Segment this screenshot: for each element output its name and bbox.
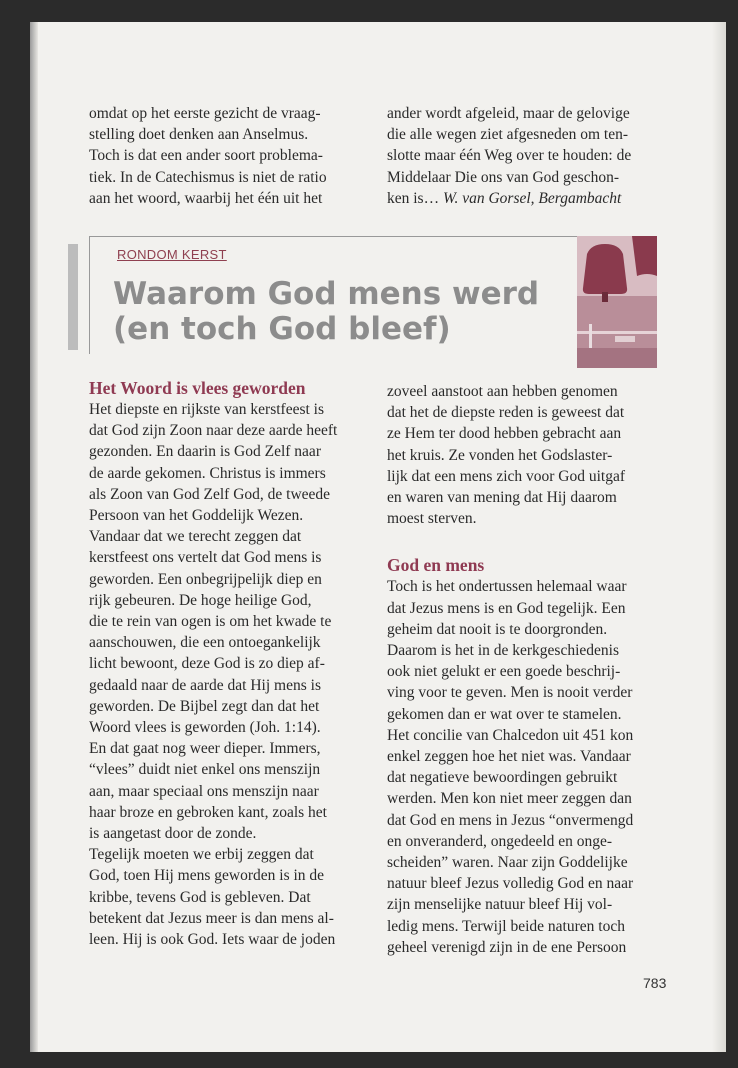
text-line: stelling doet denken aan Anselmus.	[89, 126, 309, 144]
paragraph-gap	[387, 529, 657, 554]
article-headline	[113, 277, 583, 347]
banner-gray-bar	[68, 244, 78, 350]
text-line: tiek. In de Catechismus is niet de ratio	[89, 168, 327, 186]
text-line: enkel zeggen hoe het niet was. Vandaar	[387, 748, 631, 766]
text-line: zoveel aanstoot aan hebben genomen	[387, 383, 618, 400]
text-line: werden. Men kon niet meer zeggen dan	[387, 790, 632, 808]
text-line: rijk gebeuren. De hoge heilige God,	[89, 591, 312, 609]
banner-rule-left	[89, 236, 90, 354]
text-line: het kruis. Ze vonden het Godslaster-	[387, 446, 613, 464]
text-line: en onveranderd, ongedeeld en onge-	[387, 832, 613, 850]
text-line: Vandaar dat we terecht zeggen dat	[89, 528, 302, 546]
text-line: Tegelijk moeten we erbij zeggen dat	[89, 846, 314, 864]
text-line: slotte maar één Weg over te houden: de	[387, 147, 632, 165]
headline-line-2: (en toch God bleef)	[113, 311, 451, 347]
text-line: Woord vlees is geworden (Joh. 1:14).	[89, 719, 321, 737]
text-line: gezonden. En daarin is God Zelf naar	[89, 443, 321, 461]
text-line: lijk dat een mens zich voor God uitgaf	[387, 467, 626, 485]
text-line: God, toen Hij mens geworden is in de	[89, 867, 325, 885]
text-line: leen. Hij is ook God. Iets waar de joden	[89, 931, 336, 949]
top-left-column	[89, 103, 359, 209]
text-line: “vlees” duidt niet enkel ons menszijn	[89, 761, 321, 779]
text-line: dat God zijn Zoon naar deze aarde heeft	[89, 422, 338, 440]
text-line: Toch is dat een ander soort problema-	[89, 147, 323, 165]
body-left-column	[89, 377, 364, 950]
page-edge	[712, 22, 726, 1052]
text-line: geworden. De Bijbel zegt dan dat het	[89, 697, 320, 715]
text-line: geworden. Een onbegrijpelijk diep en	[89, 570, 322, 588]
text-line: Toch is het ondertussen helemaal waar	[387, 578, 627, 596]
text-line: dat negatieve bewoordingen gebruikt	[387, 769, 618, 787]
text-line: ze Hem ter dood hebben gebracht aan	[387, 425, 622, 443]
text-line: ander wordt afgeleid, maar de gelovige	[387, 105, 630, 122]
author-signature: W. van Gorsel, Bergambacht	[442, 189, 622, 207]
text-line: de aarde gekomen. Christus is immers	[89, 464, 326, 482]
text-line: kribbe, tevens God is gebleven. Dat	[89, 888, 311, 906]
text-line: ledig mens. Terwijl beide naturen toch	[387, 917, 625, 935]
text-line: Middelaar Die ons van God geschon-	[387, 168, 620, 186]
text-line: dat het de diepste reden is geweest dat	[387, 404, 625, 422]
page-number: 783	[643, 975, 667, 991]
text-line: als Zoon van God Zelf God, de tweede	[89, 485, 331, 503]
text-line: en waren van mening dat Hij daarom	[387, 489, 617, 507]
text-line: die te rein van ogen is om het kwade te	[89, 613, 332, 631]
text-line: kerstfeest ons vertelt dat God mens is	[89, 549, 322, 567]
headline-line-1: Waarom God mens werd	[113, 276, 540, 312]
closing-line	[387, 188, 657, 209]
text-line: moest sterven.	[387, 510, 477, 528]
text-line: aan het woord, waarbij het één uit het	[89, 189, 323, 207]
text-line: omdat op het eerste gezicht de vraag-	[89, 105, 321, 122]
text-line: is aangetast door de zonde.	[89, 825, 257, 843]
subheading-god-en-mens: God en mens	[387, 555, 485, 576]
text-line: haar broze en gebroken kant, zoals het	[89, 803, 327, 821]
section-kicker: RONDOM KERST	[117, 247, 227, 262]
text-line: natuur bleef Jezus volledig God en naar	[387, 875, 634, 893]
church-bell-photo	[577, 236, 657, 368]
page-spine-shadow	[30, 22, 38, 1052]
text-line: ving voor te geven. Men is nooit verder	[387, 684, 633, 702]
text-line: Persoon van het Goddelijk Wezen.	[89, 507, 304, 525]
text-line: licht bewoont, deze God is zo diep af-	[89, 655, 325, 673]
text-line: gedaald naar de aarde dat Hij mens is	[89, 676, 321, 694]
text-line: zijn menselijke natuur bleef Hij vol-	[387, 896, 613, 914]
text-line: geheel verenigd zijn in de ene Persoon	[387, 938, 627, 956]
text-line: aan, maar speciaal ons menszijn naar	[89, 782, 319, 800]
text-line: aanschouwen, die een ontoegankelijk	[89, 634, 321, 652]
text-line: scheiden” waren. Naar zijn Goddelijke	[387, 854, 628, 872]
body-right-column	[387, 381, 657, 958]
text-line: Daarom is het in de kerkgeschiedenis	[387, 642, 619, 660]
text-line: gekomen dan er wat over te stamelen.	[387, 705, 622, 723]
text-line: die alle wegen ziet afgesneden om ten-	[387, 126, 628, 144]
subheading-woord: Het Woord is vlees geworden	[89, 378, 306, 398]
text-line: geheim dat nooit is te doorgronden.	[387, 620, 608, 638]
text-line: Het diepste en rijkste van kerstfeest is	[89, 401, 325, 418]
top-right-column	[387, 103, 657, 209]
text-line: ook niet gelukt er een goede beschrij-	[387, 663, 621, 681]
text-line: En dat gaat nog weer dieper. Immers,	[89, 740, 321, 758]
text-line: betekent dat Jezus meer is dan mens al-	[89, 909, 334, 927]
text-line: dat Jezus mens is en God tegelijk. Een	[387, 599, 626, 617]
banner-rule-top	[89, 236, 589, 237]
text-line: Het concilie van Chalcedon uit 451 kon	[387, 726, 634, 744]
closing-text: ken is…	[387, 189, 440, 207]
text-line: dat God en mens in Jezus “onvermengd	[387, 811, 634, 829]
